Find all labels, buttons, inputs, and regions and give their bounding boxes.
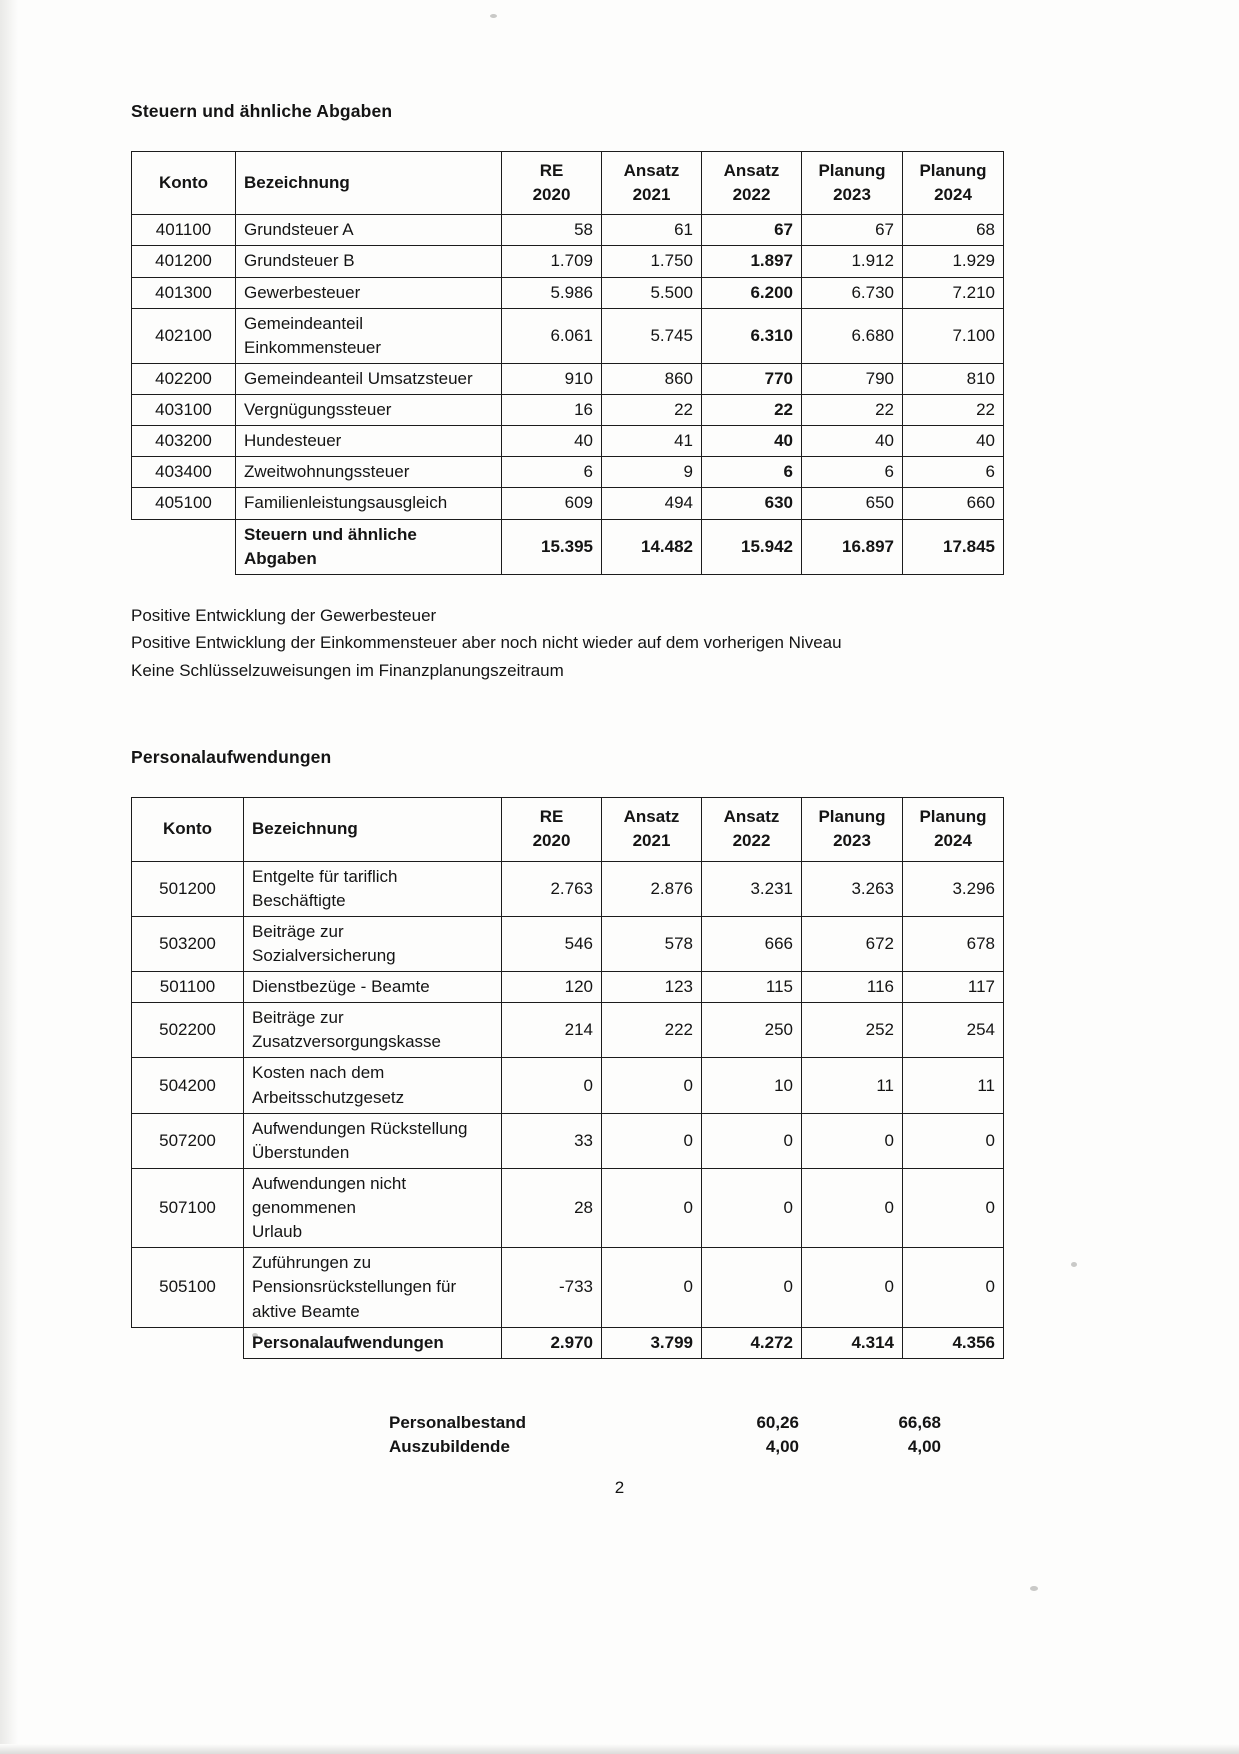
cell-re-2020: 214 (502, 1003, 602, 1058)
cell-total-re-2020: 15.395 (502, 519, 602, 574)
cell-total-planung-2024: 4.356 (903, 1327, 1004, 1358)
table-row (132, 972, 1004, 1003)
cell-total-ansatz-2022: 15.942 (702, 519, 802, 574)
cell-planung-2023: 116 (802, 972, 903, 1003)
cell-re-2020: 120 (502, 972, 602, 1003)
cell-ansatz-2022: 770 (702, 363, 802, 394)
cell-re-2020: 6 (502, 457, 602, 488)
cell-bezeichnung: Aufwendungen Rückstellung Überstunden (244, 1113, 502, 1168)
note-line: Positive Entwicklung der Einkommensteuer aber noch nicht wieder auf dem vorherigen Niveau (131, 633, 842, 653)
cell-planung-2023: 22 (802, 395, 903, 426)
col-header-bezeichnung: Bezeichnung (236, 152, 502, 215)
cell-konto: 405100 (132, 488, 236, 519)
cell-bezeichnung: Gewerbesteuer (236, 277, 502, 308)
footer-figure-value-1: 4,00 (765, 1436, 799, 1456)
cell-ansatz-2022: 1.897 (702, 246, 802, 277)
cell-konto: 507200 (132, 1113, 244, 1168)
table-steuern (131, 151, 1004, 575)
cell-planung-2023: 11 (802, 1058, 903, 1113)
cell-total-planung-2023: 16.897 (802, 519, 903, 574)
notes-steuern (131, 602, 1021, 685)
cell-re-2020: 910 (502, 363, 602, 394)
cell-bezeichnung: Gemeindeanteil Einkommensteuer (236, 308, 502, 363)
col-header-ansatz-2022: Ansatz 2022 (702, 152, 802, 215)
col-header-ansatz-2021: Ansatz 2021 (602, 152, 702, 215)
cell-ansatz-2022: 0 (702, 1248, 802, 1327)
table-row (132, 277, 1004, 308)
cell-planung-2024: 254 (903, 1003, 1004, 1058)
cell-konto (132, 519, 236, 574)
cell-total-re-2020: 2.970 (502, 1327, 602, 1358)
cell-ansatz-2021: 578 (602, 916, 702, 971)
table-row (132, 1113, 1004, 1168)
footer-figure-label: Personalbestand (389, 1412, 526, 1432)
cell-ansatz-2022: 22 (702, 395, 802, 426)
cell-planung-2023: 0 (802, 1113, 903, 1168)
cell-planung-2023: 40 (802, 426, 903, 457)
cell-planung-2024: 117 (903, 972, 1004, 1003)
cell-ansatz-2022: 3.231 (702, 861, 802, 916)
cell-planung-2024: 7.210 (903, 277, 1004, 308)
cell-ansatz-2022: 6 (702, 457, 802, 488)
footer-figure-value-2: 66,68 (898, 1412, 941, 1432)
cell-bezeichnung: Zuführungen zu Pensionsrückstellungen für aktive Beamte (244, 1248, 502, 1327)
cell-re-2020: 2.763 (502, 861, 602, 916)
table-row (132, 308, 1004, 363)
cell-total-planung-2023: 4.314 (802, 1327, 903, 1358)
col-header-konto: Konto (132, 152, 236, 215)
table-steuern-header (132, 152, 1004, 215)
cell-ansatz-2021: 1.750 (602, 246, 702, 277)
table-header-row (132, 798, 1004, 861)
cell-planung-2023: 252 (802, 1003, 903, 1058)
cell-planung-2024: 40 (903, 426, 1004, 457)
cell-planung-2023: 790 (802, 363, 903, 394)
cell-ansatz-2022: 6.200 (702, 277, 802, 308)
cell-re-2020: 5.986 (502, 277, 602, 308)
cell-ansatz-2021: 0 (602, 1113, 702, 1168)
cell-re-2020: 40 (502, 426, 602, 457)
cell-konto: 403100 (132, 395, 236, 426)
page-number: 2 (614, 1478, 625, 1497)
cell-konto: 401300 (132, 277, 236, 308)
cell-planung-2023: 3.263 (802, 861, 903, 916)
cell-ansatz-2022: 0 (702, 1113, 802, 1168)
col-header-konto: Konto (132, 798, 244, 861)
cell-planung-2024: 0 (903, 1168, 1004, 1247)
cell-ansatz-2022: 67 (702, 215, 802, 246)
cell-ansatz-2021: 494 (602, 488, 702, 519)
cell-planung-2024: 0 (903, 1113, 1004, 1168)
cell-planung-2023: 672 (802, 916, 903, 971)
cell-planung-2023: 6.730 (802, 277, 903, 308)
col-header-planung-2023: Planung 2023 (802, 798, 903, 861)
cell-total-label: Steuern und ähnliche Abgaben (236, 519, 502, 574)
cell-konto: 401200 (132, 246, 236, 277)
cell-konto: 403200 (132, 426, 236, 457)
cell-bezeichnung: Dienstbezüge - Beamte (244, 972, 502, 1003)
table-total-row (132, 1327, 1004, 1358)
cell-ansatz-2021: 61 (602, 215, 702, 246)
table-personal-header (132, 798, 1004, 861)
cell-bezeichnung: Kosten nach dem Arbeitsschutzgesetz (244, 1058, 502, 1113)
cell-ansatz-2021: 860 (602, 363, 702, 394)
cell-re-2020: 33 (502, 1113, 602, 1168)
footer-figure-row (389, 1435, 941, 1459)
cell-re-2020: 1.709 (502, 246, 602, 277)
cell-ansatz-2021: 0 (602, 1058, 702, 1113)
cell-planung-2024: 22 (903, 395, 1004, 426)
cell-konto: 505100 (132, 1248, 244, 1327)
cell-ansatz-2022: 115 (702, 972, 802, 1003)
cell-ansatz-2021: 123 (602, 972, 702, 1003)
cell-bezeichnung: Hundesteuer (236, 426, 502, 457)
footer-figure-label: Auszubildende (389, 1436, 510, 1456)
col-header-planung-2023: Planung 2023 (802, 152, 903, 215)
col-header-re-2020: RE 2020 (502, 798, 602, 861)
footer-figures (389, 1411, 1021, 1459)
scan-speck (1030, 1586, 1038, 1591)
cell-ansatz-2022: 10 (702, 1058, 802, 1113)
cell-planung-2024: 0 (903, 1248, 1004, 1327)
cell-planung-2024: 810 (903, 363, 1004, 394)
table-row (132, 1058, 1004, 1113)
cell-konto: 402200 (132, 363, 236, 394)
footer-figures-table (389, 1411, 941, 1459)
cell-planung-2024: 7.100 (903, 308, 1004, 363)
cell-bezeichnung: Beiträge zur Sozialversicherung (244, 916, 502, 971)
table-row (132, 426, 1004, 457)
cell-re-2020: 28 (502, 1168, 602, 1247)
cell-planung-2024: 1.929 (903, 246, 1004, 277)
cell-planung-2023: 0 (802, 1248, 903, 1327)
cell-ansatz-2021: 0 (602, 1248, 702, 1327)
cell-re-2020: 16 (502, 395, 602, 426)
cell-bezeichnung: Vergnügungssteuer (236, 395, 502, 426)
table-row (132, 861, 1004, 916)
cell-re-2020: 546 (502, 916, 602, 971)
table-total-row (132, 519, 1004, 574)
cell-konto: 503200 (132, 916, 244, 971)
cell-re-2020: 0 (502, 1058, 602, 1113)
cell-konto: 501200 (132, 861, 244, 916)
cell-bezeichnung: Aufwendungen nicht genommenen Urlaub (244, 1168, 502, 1247)
cell-konto: 501100 (132, 972, 244, 1003)
cell-konto: 504200 (132, 1058, 244, 1113)
cell-ansatz-2021: 222 (602, 1003, 702, 1058)
table-row (132, 363, 1004, 394)
cell-total-label: Personalaufwendungen (244, 1327, 502, 1358)
cell-total-ansatz-2021: 14.482 (602, 519, 702, 574)
cell-planung-2024: 660 (903, 488, 1004, 519)
col-header-bezeichnung: Bezeichnung (244, 798, 502, 861)
cell-konto: 403400 (132, 457, 236, 488)
cell-planung-2023: 650 (802, 488, 903, 519)
cell-planung-2023: 6.680 (802, 308, 903, 363)
note-line: Positive Entwicklung der Gewerbesteuer (131, 605, 437, 625)
cell-re-2020: 609 (502, 488, 602, 519)
table-row (132, 395, 1004, 426)
cell-konto: 502200 (132, 1003, 244, 1058)
cell-ansatz-2021: 9 (602, 457, 702, 488)
cell-ansatz-2022: 666 (702, 916, 802, 971)
table-personalaufwendungen (131, 797, 1004, 1359)
cell-ansatz-2021: 22 (602, 395, 702, 426)
cell-bezeichnung: Zweitwohnungssteuer (236, 457, 502, 488)
table-row (132, 215, 1004, 246)
cell-total-ansatz-2022: 4.272 (702, 1327, 802, 1358)
cell-ansatz-2021: 0 (602, 1168, 702, 1247)
cell-planung-2023: 0 (802, 1168, 903, 1247)
table-steuern-body (132, 215, 1004, 575)
col-header-re-2020: RE 2020 (502, 152, 602, 215)
footer-figure-value-2: 4,00 (907, 1436, 941, 1456)
cell-ansatz-2022: 630 (702, 488, 802, 519)
cell-planung-2024: 68 (903, 215, 1004, 246)
cell-total-ansatz-2021: 3.799 (602, 1327, 702, 1358)
cell-re-2020: 58 (502, 215, 602, 246)
table-row (132, 1248, 1004, 1327)
cell-ansatz-2021: 5.745 (602, 308, 702, 363)
cell-planung-2023: 67 (802, 215, 903, 246)
cell-konto: 402100 (132, 308, 236, 363)
scan-edge-bottom (0, 1744, 1239, 1754)
cell-ansatz-2021: 41 (602, 426, 702, 457)
cell-bezeichnung: Grundsteuer A (236, 215, 502, 246)
cell-re-2020: -733 (502, 1248, 602, 1327)
footer-figure-value-1: 60,26 (756, 1412, 799, 1432)
table-row (132, 916, 1004, 971)
cell-bezeichnung: Familienleistungsausgleich (236, 488, 502, 519)
cell-ansatz-2022: 250 (702, 1003, 802, 1058)
cell-re-2020: 6.061 (502, 308, 602, 363)
table-personal-body (132, 861, 1004, 1358)
cell-konto: 401100 (132, 215, 236, 246)
section-title-personalaufwendungen: Personalaufwendungen (131, 747, 332, 768)
cell-planung-2024: 678 (903, 916, 1004, 971)
cell-bezeichnung: Entgelte für tariflich Beschäftigte (244, 861, 502, 916)
cell-planung-2023: 1.912 (802, 246, 903, 277)
cell-planung-2024: 3.296 (903, 861, 1004, 916)
cell-bezeichnung: Beiträge zur Zusatzversorgungskasse (244, 1003, 502, 1058)
cell-konto (132, 1327, 244, 1358)
cell-ansatz-2022: 40 (702, 426, 802, 457)
col-header-planung-2024: Planung 2024 (903, 152, 1004, 215)
table-row (132, 1168, 1004, 1247)
note-line: Keine Schlüsselzuweisungen im Finanzplanungszeitraum (131, 660, 564, 680)
col-header-ansatz-2021: Ansatz 2021 (602, 798, 702, 861)
page-content (131, 0, 1021, 1459)
cell-planung-2024: 11 (903, 1058, 1004, 1113)
cell-ansatz-2021: 5.500 (602, 277, 702, 308)
col-header-planung-2024: Planung 2024 (903, 798, 1004, 861)
cell-bezeichnung: Grundsteuer B (236, 246, 502, 277)
scan-speck (1071, 1262, 1077, 1267)
cell-planung-2023: 6 (802, 457, 903, 488)
cell-ansatz-2021: 2.876 (602, 861, 702, 916)
cell-total-planung-2024: 17.845 (903, 519, 1004, 574)
cell-ansatz-2022: 0 (702, 1168, 802, 1247)
table-row (132, 488, 1004, 519)
table-row (132, 246, 1004, 277)
section-title-steuern: Steuern und ähnliche Abgaben (131, 101, 393, 121)
cell-planung-2024: 6 (903, 457, 1004, 488)
table-header-row (132, 152, 1004, 215)
cell-ansatz-2022: 6.310 (702, 308, 802, 363)
table-row (132, 457, 1004, 488)
col-header-ansatz-2022: Ansatz 2022 (702, 798, 802, 861)
cell-konto: 507100 (132, 1168, 244, 1247)
footer-figure-row (389, 1411, 941, 1435)
table-row (132, 1003, 1004, 1058)
cell-bezeichnung: Gemeindeanteil Umsatzsteuer (236, 363, 502, 394)
